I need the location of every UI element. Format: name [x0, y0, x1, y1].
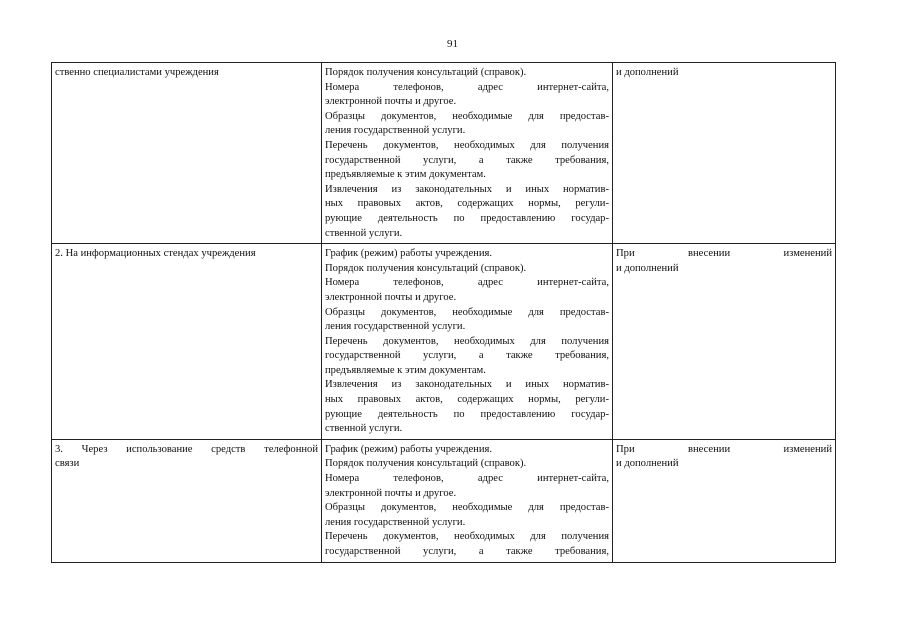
text-line: Перечень документов, необходимых для получения	[325, 139, 609, 151]
text-line: Извлечения из законодательных и иных норматив-	[325, 379, 609, 391]
text-line: Образцы документов, необходимые для предостав-	[325, 306, 609, 318]
text-line: ных правовых актов, содержащих нормы, регули-	[325, 394, 609, 406]
text-line: ления государственной услуги.	[325, 125, 466, 137]
text-line: 3. Через использование средств телефонной	[55, 443, 318, 455]
update-period-cell	[613, 63, 836, 244]
text-line: Номера телефонов, адрес интернет-сайта,	[325, 473, 609, 485]
table-row	[52, 63, 836, 244]
text-line: предъявляемые к этим документам.	[325, 169, 486, 181]
text-line: Извлечения из законодательных и иных норматив-	[325, 183, 609, 195]
text-line: государственной услуги, а также требования,	[325, 350, 609, 362]
text-line: Порядок получения консультаций (справок).	[325, 458, 527, 470]
information-content-cell	[322, 244, 613, 440]
text-line: Номера телефонов, адрес интернет-сайта,	[325, 81, 609, 93]
service-method-cell	[52, 244, 322, 440]
information-content-cell	[322, 63, 613, 244]
text-line: связи	[55, 458, 80, 470]
text-line: Перечень документов, необходимых для получения	[325, 531, 609, 543]
text-line: государственной услуги, а также требования,	[325, 546, 609, 557]
text-line: График (режим) работы учреждения.	[325, 443, 493, 455]
text-line: рующие деятельность по предоставлению государ-	[325, 212, 609, 224]
text-line: и дополнений	[616, 262, 679, 274]
service-method-cell	[52, 439, 322, 562]
text-line: и дополнений	[616, 458, 679, 470]
text-line: электронной почты и другое.	[325, 96, 457, 108]
table-body	[52, 63, 836, 563]
page-number: 91	[447, 38, 458, 50]
text-line: рующие деятельность по предоставлению государ-	[325, 408, 609, 420]
information-content-cell	[322, 439, 613, 562]
text-line: ственно специалистами учреждения	[55, 67, 219, 78]
text-line: ственной услуги.	[325, 227, 403, 239]
text-line: предъявляемые к этим документам.	[325, 364, 486, 376]
text-line: ственной услуги.	[325, 423, 403, 435]
document-table	[51, 62, 836, 563]
service-method-cell	[52, 63, 322, 244]
text-line: Образцы документов, необходимые для предостав-	[325, 110, 609, 122]
text-line: При внесении изменений	[616, 248, 832, 260]
text-line: Образцы документов, необходимые для предостав-	[325, 502, 609, 514]
update-period-cell	[613, 439, 836, 562]
update-period-cell	[613, 244, 836, 440]
text-line: При внесении изменений	[616, 443, 832, 455]
table-row	[52, 244, 836, 440]
text-line: Номера телефонов, адрес интернет-сайта,	[325, 277, 609, 289]
text-line: 2. На информационных стендах учреждения	[55, 248, 256, 260]
text-line: государственной услуги, а также требования,	[325, 154, 609, 166]
text-line: Порядок получения консультаций (справок).	[325, 262, 527, 274]
text-line: ления государственной услуги.	[325, 516, 466, 528]
table-row	[52, 439, 836, 562]
text-line: и дополнений	[616, 67, 679, 78]
text-line: Порядок получения консультаций (справок).	[325, 67, 527, 78]
text-line: ления государственной услуги.	[325, 321, 466, 333]
text-line: электронной почты и другое.	[325, 291, 457, 303]
text-line: Перечень документов, необходимых для получения	[325, 335, 609, 347]
text-line: ных правовых актов, содержащих нормы, регули-	[325, 198, 609, 210]
text-line: электронной почты и другое.	[325, 487, 457, 499]
text-line: График (режим) работы учреждения.	[325, 248, 493, 260]
